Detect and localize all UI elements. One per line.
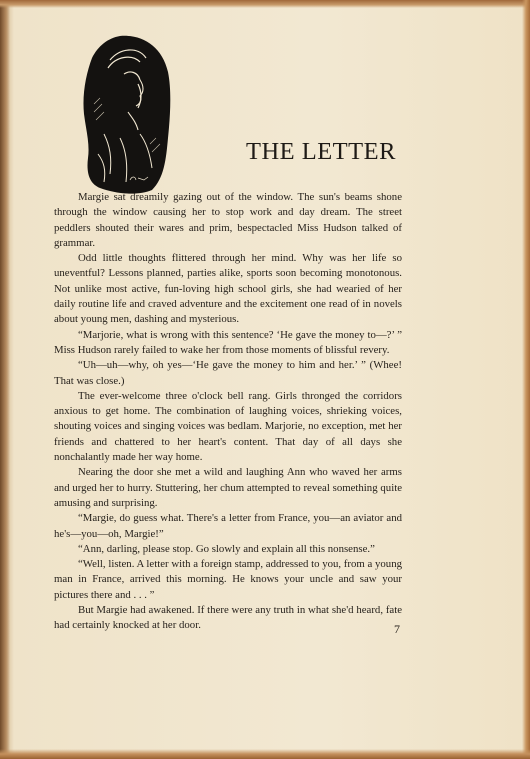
paragraph: “Margie, do guess what. There's a letter from France, you—an aviator and he's—you—oh, Margie!” xyxy=(54,512,402,540)
paragraph: Margie sat dreamily gazing out of the window. The sun's beams shone through the window causing her to stop work and day dream. The street peddlers shouted their wares and prim, bespectacled Miss Hudson talked of grammar. xyxy=(54,191,402,249)
silhouette-portrait-illustration xyxy=(80,34,172,194)
paragraph: Odd little thoughts flittered through her mind. Why was her life so uneventful? Lessons planned, parties alike, sports soon becoming monotonous. Not unlike most active, fun-loving high school girls, she had wearied of her daily routine life and craved adventure and the excitement one read of in novels about young men, dashing and mysterious. xyxy=(54,252,402,326)
story-body xyxy=(54,190,402,634)
paragraph: The ever-welcome three o'clock bell rang. Girls thronged the corridors anxious to get home. The combination of laughing voices, shrieking voices, shouting voices and singing voices was bedlam. Marjorie, no exception, met her friends and chattered to her heart's content. That day of all days she nonchalantly made her way home. xyxy=(54,389,402,464)
paragraph: But Margie had awakened. If there were any truth in what she'd heard, fate had certainly knocked at her door. xyxy=(54,604,402,632)
paragraph: Nearing the door she met a wild and laughing Ann who waved her arms and urged her to hurry. Stuttering, her chum attempted to reveal something quite amusing and surprising. xyxy=(54,466,402,509)
page-edge-bottom xyxy=(0,749,530,759)
paragraph: “Uh—uh—why, oh yes—‘He gave the money to him and her.’ ” (Whee! That was close.) xyxy=(54,359,402,387)
paragraph: “Marjorie, what is wrong with this sentence? ‘He gave the money to—?’ ” Miss Hudson rarely failed to wake her from those moments of blissful revery. xyxy=(54,328,402,356)
page-edge-right xyxy=(522,0,530,759)
paragraph: “Well, listen. A letter with a foreign stamp, addressed to you, from a young man in France, arrived this morning. He knows your uncle and saw your pictures there and . . . ” xyxy=(54,558,402,601)
book-binding xyxy=(0,0,10,759)
story-title: THE LETTER xyxy=(246,138,396,165)
paragraph: “Ann, darling, please stop. Go slowly and explain all this nonsense.” xyxy=(78,542,375,555)
page-edge-top xyxy=(0,0,530,8)
page-number: 7 xyxy=(394,622,400,636)
